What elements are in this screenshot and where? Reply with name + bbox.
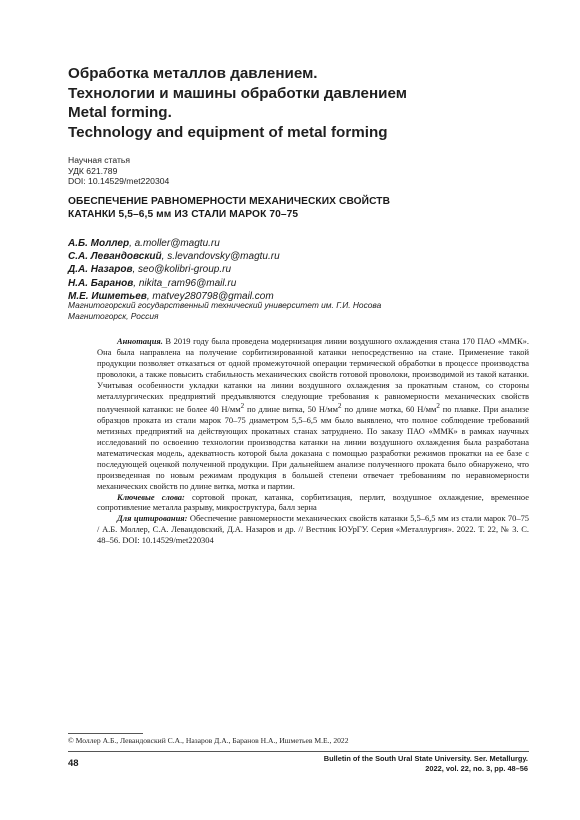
section-heading — [68, 64, 538, 142]
keywords-paragraph — [97, 492, 529, 514]
footnote-divider — [68, 733, 143, 734]
author-row: С.А. Левандовский, s.levandovsky@magtu.ru — [68, 251, 280, 263]
abstract-paragraph — [97, 336, 529, 492]
journal-issue: 2022, vol. 22, no. 3, pp. 48–56 — [425, 763, 528, 773]
udk-code: УДК 621.789 — [68, 165, 118, 176]
page-number: 48 — [68, 758, 79, 769]
author-row: М.Е. Ишметьев, matvey280798@gmail.com — [68, 290, 274, 302]
keywords-text: сортовой прокат, катанка, сорбитизация, перлит, воздушное охлаждение, временное сопротивление металла разрыву, микроструктура, балл зерна — [97, 491, 529, 513]
author-email[interactable]: matvey280798@gmail.com — [152, 290, 274, 302]
section-heading-line: Технологии и машины обработки давлением — [68, 84, 407, 102]
abstract-label: Аннотация. — [117, 336, 163, 346]
affiliation-university: Магнитогорский государственный технический университет им. Г.И. Носова — [68, 300, 382, 310]
citation-paragraph — [97, 513, 529, 546]
journal-info — [324, 754, 528, 773]
author-email[interactable]: seo@kolibri-group.ru — [138, 264, 232, 276]
author-email[interactable]: a.moller@magtu.ru — [134, 238, 220, 249]
superscript: 2 — [337, 402, 342, 411]
copyright-notice: © Моллер А.Б., Левандовский С.А., Назаров Д.А., Баранов Н.А., Ишметьев М.Е., 2022 — [68, 736, 349, 745]
affiliation — [68, 300, 381, 322]
journal-name: Bulletin of the South Ural State University. Ser. Metallurgy. — [323, 754, 528, 763]
citation-text: Обеспечение равномерности механических свойств катанки 5,5–6,5 мм из стали марок 70–75 / А.Б. Моллер, С.А. Левандовский, Д.А. Назаров и др. // Вестник ЮУрГУ. Серия «Металлургия». 2022. Т. 22, № 3. С. 48–56. DOI: 10.14529/met220304 — [97, 513, 530, 546]
article-title-line: ОБЕСПЕЧЕНИЕ РАВНОМЕРНОСТИ МЕХАНИЧЕСКИХ СВОЙСТВ — [68, 196, 391, 207]
author-email[interactable]: s.levandovsky@magtu.ru — [167, 251, 280, 263]
article-type: Научная статья — [68, 155, 131, 165]
abstract-block — [97, 336, 529, 546]
page-footer-divider — [68, 751, 529, 752]
author-row: Д.А. Назаров, seo@kolibri-group.ru — [68, 264, 232, 276]
section-heading-line: Metal forming. — [68, 104, 172, 122]
section-heading-line: Technology and equipment of metal forming — [68, 123, 388, 141]
article-title — [68, 195, 528, 222]
superscript: 2 — [436, 402, 440, 411]
author-name: Д.А. Назаров — [68, 264, 133, 276]
article-meta — [68, 155, 169, 187]
citation-label: Для цитирования: — [117, 513, 188, 524]
abstract-text: по плавке. При анализе образцов проката из стали марок 70–75 диаметром 5,5–6,5 мм было выявлено, что полное соблюдение требований метизных предприятий на действующих прокатных станах затруднено. По заказу ПАО «ММК» в рамках научных исследований по освоению технологии производства катанки на линии воздушного охлаждения была разработана математическая модель, адекватность которой была доказана с помощью разработки режимов прокатки на ее базе с последующей оценкой полученной продукции. При дальнейшем анализе полученного проката было обнаружено, что произведенная по новым режимам продукция в большей степени отвечает требованиям по неравномерности механических свойств по длине витка, мотка и партии. — [97, 404, 529, 491]
author-name: М.Е. Ишметьев — [68, 290, 147, 302]
abstract-text: по длине витка, 50 Н/мм — [244, 404, 338, 415]
doi-link[interactable]: DOI: 10.14529/met220304 — [68, 176, 170, 187]
author-name: Н.А. Баранов — [68, 277, 134, 289]
author-row: А.Б. Моллер, a.moller@magtu.ru — [68, 238, 220, 249]
author-row: Н.А. Баранов, nikita_ram96@mail.ru — [68, 277, 237, 289]
author-email[interactable]: nikita_ram96@mail.ru — [138, 277, 237, 289]
author-list — [68, 237, 280, 303]
author-name: С.А. Левандовский — [68, 251, 162, 263]
article-title-line: КАТАНКИ 5,5–6,5 мм ИЗ СТАЛИ МАРОК 70–75 — [68, 209, 299, 221]
author-name: А.Б. Моллер — [68, 238, 130, 249]
keywords-label: Ключевые слова: — [117, 491, 185, 502]
superscript: 2 — [240, 402, 245, 411]
section-heading-line: Обработка металлов давлением. — [68, 65, 318, 82]
abstract-text: В 2019 году была проведена модернизация линии воздушного охлаждения стана 170 ПАО «ММК». Она была направлена на получение сорбитизированной катанки непосредственно на стане. Применение такой продукции позволяет отказаться от одной промежуточной операции термической обработки в процессе производства проволоки, а также повысить стабильность механических свойств готовой проволоки, производимой из такой катанки. Учитывая особенности укладки катанки на линии воздушного охлаждения за прокатным станом, со стороны металлургических предприятий предъявляются следующие требования к равномерности механических свойств полученной катанки: не более 40 Н/мм — [97, 336, 529, 415]
affiliation-city: Магнитогорск, Россия — [68, 311, 159, 321]
abstract-text: по длине мотка, 60 Н/мм — [341, 404, 437, 415]
